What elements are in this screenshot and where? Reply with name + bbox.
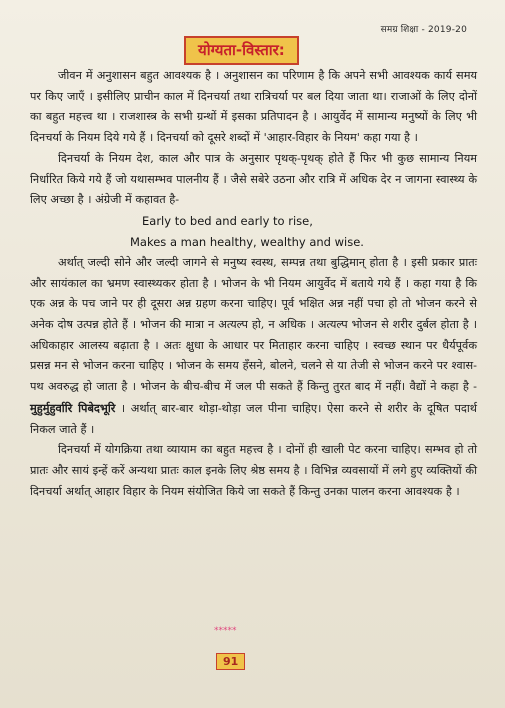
paragraph-3 bbox=[30, 253, 477, 440]
paragraph-2: दिनचर्या के नियम देश, काल और पात्र के अनुसार पृथक्-पृथक् होते हैं फिर भी कुछ सामान्य नियम निर्धारित किये गये हैं जो यथासम्भव पालनीय हैं । जैसे सबेरे उठना और रात्रि में अधिक देर न जागना स्वास्थ्य के लिए अच्छा है । अंग्रेजी में कहावत है- bbox=[30, 151, 477, 207]
body-text bbox=[30, 66, 477, 502]
header-book-reference: समग्र शिक्षा - 2019-20 bbox=[380, 25, 467, 35]
paragraph-1: जीवन में अनुशासन बहुत आवश्यक है । अनुशासन का परिणाम है कि अपने सभी आवश्यक कार्य समय पर किए जाएँ । इसीलिए प्राचीन काल में दिनचर्या तथा रात्रिचर्या पर बल दिया जाता था। राजाओं के लिए दोनों का बहुत महत्त्व था । राजशास्त्र के सभी ग्रन्थों में इसका प्रतिपादन है । आयुर्वेद में सामान्य मनुष्यों के लिए भी दिनचर्या के नियम दिये गये हैं । दिनचर्या को दूसरे शब्दों में 'आहार-विहार के नियम' कहा गया है । bbox=[30, 69, 477, 145]
page-number: 91 bbox=[216, 653, 245, 670]
paragraph-3-text: अर्थात् जल्दी सोने और जल्दी जागने से मनुष्य स्वस्थ, सम्पन्न तथा बुद्धिमान् होता है । इसी प्रकार प्रातः और सायंकाल का भ्रमण स्वास्थ्यकर होता है । भोजन के भी नियम आयुर्वेद में बताये गये हैं । कहा गया है कि एक अन्न के पच जाने पर ही दूसरा अन्न ग्रहण करना चाहिए। पूर्व भक्षित अन्न नहीं पचा हो तो भोजन करने से अनेक दोष उत्पन्न होते हैं । भोजन की मात्रा न अत्यल्प हो, न अधिक । अत्यल्प भोजन से शरीर दुर्बल होता है । अधिकाहार आलस्य बढ़ाता है । अतः क्षुधा के आधार पर मिताहार करना चाहिए । स्वच्छ स्थान पर धैर्यपूर्वक प्रसन्न मन से भोजन करना चाहिए । भोजन के समय हँसने, बोलने, चलने से या तेजी से भोजन करने पर श्वास-पथ अवरुद्ध हो जाता है । भोजन के बीच-बीच में जल पी सकते हैं किन्तु तुरत बाद में नहीं। वैद्यों ने कहा है - bbox=[30, 255, 477, 394]
section-title: योग्यता-विस्तार: bbox=[184, 36, 299, 65]
proverb-line-1: Early to bed and early to rise, bbox=[142, 213, 313, 228]
section-divider-stars: ***** bbox=[214, 626, 237, 636]
paragraph-3-continuation: । अर्थात् बार-बार थोड़ा-थोड़ा जल पीना चाहिए। ऐसा करने से शरीर के दूषित पदार्थ निकल जाते हैं । bbox=[30, 401, 477, 436]
proverb-line-2: Makes a man healthy, wealthy and wise. bbox=[130, 234, 364, 249]
paragraph-4: दिनचर्या में योगक्रिया तथा व्यायाम का बहुत महत्त्व है । दोनों ही खाली पेट करना चाहिए। सम्भव हो तो प्रातः और सायं इन्हें करें अन्यथा प्रातः काल इनके लिए श्रेष्ठ समय है । विभिन्न व्यवसायों में लगे हुए व्यक्तियों की दिनचर्या अर्थात् आहार विहार के नियम संयोजित किये जा सकते हैं किन्तु उनका पालन करना आवश्यक है । bbox=[30, 443, 477, 498]
sanskrit-quote: मुहुर्मुहुर्वारि पिबेदभूरि bbox=[30, 400, 116, 415]
